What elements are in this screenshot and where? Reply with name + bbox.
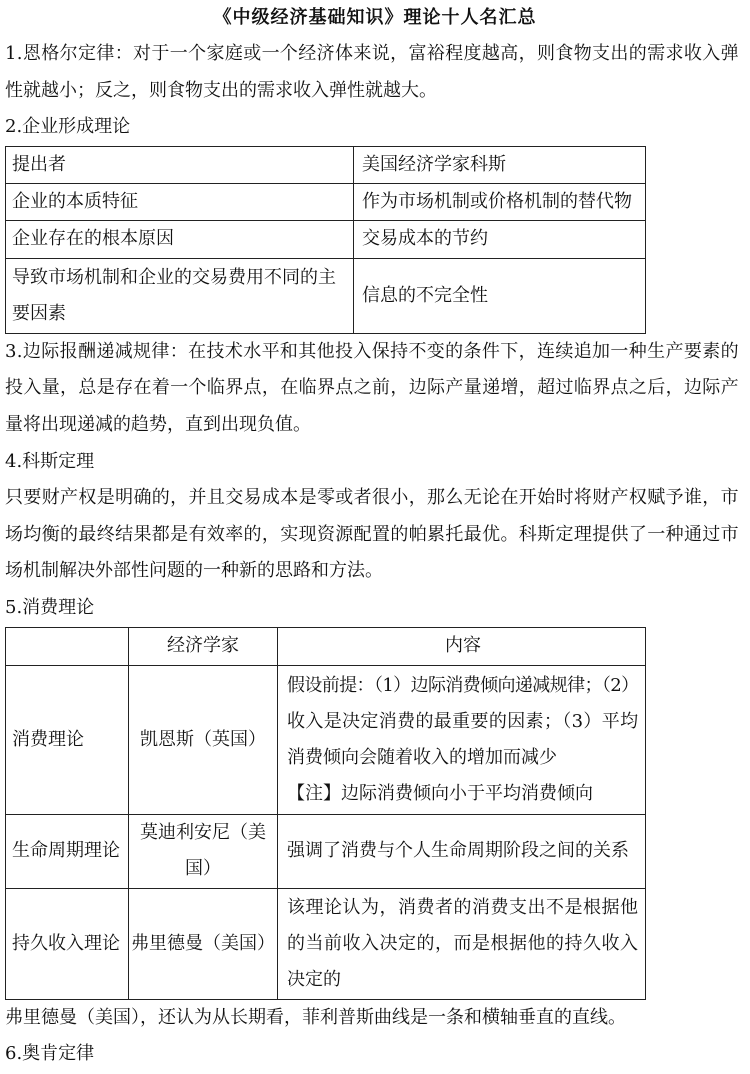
cell-text: 的当前收入决定的，而是根据他的持久收入	[287, 932, 639, 954]
section-heading-okun-law: 6.奥肯定律	[5, 1043, 95, 1065]
section-heading-consumption-theory: 5.消费理论	[5, 596, 95, 618]
paragraph-line: 性就越小；反之，则食物支出的需求收入弹性就越大。	[5, 79, 437, 101]
content-cell	[278, 889, 646, 1000]
content-cell	[278, 666, 646, 815]
row-value-cell	[354, 259, 646, 334]
cell-text: 莫迪利安尼（美	[140, 822, 266, 844]
cell-text: 持久收入理论	[12, 932, 120, 954]
diminishing-returns-paragraph	[5, 334, 740, 444]
content-cell	[278, 815, 646, 889]
consumption-theory-table	[5, 627, 646, 1000]
table-row	[6, 221, 646, 259]
table-row	[6, 259, 646, 334]
cell-text: 收入是决定消费的最重要的因素；（3）平均	[287, 710, 639, 732]
cell-text: 内容	[445, 635, 481, 657]
paragraph-line: 弗里德曼（美国），还认为从长期看，菲利普斯曲线是一条和横轴垂直的直线。	[5, 1006, 626, 1028]
header-cell-content	[278, 628, 646, 666]
coase-theorem-section	[5, 444, 740, 590]
cell-text: 要因素	[12, 302, 66, 324]
paragraph-line: 1.恩格尔定律：对于一个家庭或一个经济体来说，富裕程度越高，则食物支出的需求收入弹	[5, 43, 739, 64]
row-label-cell	[6, 184, 354, 221]
cell-text: 美国经济学家科斯	[362, 153, 506, 175]
economist-cell	[129, 815, 278, 889]
cell-text: 【注】边际消费倾向小于平均消费倾向	[287, 782, 593, 804]
cell-text: 国）	[185, 858, 221, 880]
row-value-cell	[354, 184, 646, 221]
firm-theory-table	[5, 146, 646, 334]
cell-text: 作为市场机制或价格机制的替代物	[362, 190, 632, 212]
cell-text: 凯恩斯（英国）	[140, 728, 266, 750]
okun-law-section	[5, 1036, 740, 1073]
document-title: 《中级经济基础知识》理论十人名汇总	[213, 7, 537, 28]
cell-text: 生命周期理论	[12, 840, 120, 862]
table-row	[6, 147, 646, 184]
paragraph-line: 量将出现递减的趋势，直到出现负值。	[5, 413, 311, 435]
header-cell-economist	[129, 628, 278, 666]
table-row	[6, 666, 646, 815]
table-row	[6, 815, 646, 889]
paragraph-line: 只要财产权是明确的，并且交易成本是零或者很小，那么无论在开始时将财产权赋予谁，市	[5, 487, 739, 509]
cell-text: 经济学家	[167, 635, 239, 657]
cell-text: 消费倾向会随着收入的增加而减少	[287, 746, 557, 768]
table-row	[6, 889, 646, 1000]
cell-text: 信息的不完全性	[362, 284, 488, 306]
economist-cell	[129, 889, 278, 1000]
cell-text: 消费理论	[12, 728, 84, 750]
cell-text: 企业存在的根本原因	[12, 228, 174, 250]
paragraph-line: 场均衡的最终结果都是有效率的，实现资源配置的帕累托最优。科斯定理提供了一种通过市	[5, 523, 739, 545]
cell-text: 该理论认为，消费者的消费支出不是根据他	[287, 896, 639, 918]
cell-text: 企业的本质特征	[12, 190, 138, 212]
consumption-theory-section	[5, 590, 740, 627]
row-label-cell	[6, 259, 354, 334]
cell-text: 强调了消费与个人生命周期阶段之间的关系	[287, 840, 629, 862]
engel-law-paragraph	[5, 36, 740, 109]
economist-cell	[129, 666, 278, 815]
row-label-cell	[6, 221, 354, 259]
table-header-row	[6, 628, 646, 666]
row-value-cell	[354, 147, 646, 184]
section-heading-coase-theorem: 4.科斯定理	[5, 450, 95, 472]
theory-name-cell	[6, 815, 129, 889]
section-heading-firm-theory: 2.企业形成理论	[5, 116, 131, 138]
row-value-cell	[354, 221, 646, 259]
friedman-note-paragraph	[5, 1000, 740, 1037]
theory-name-cell	[6, 889, 129, 1000]
theory-name-cell	[6, 666, 129, 815]
cell-text: 决定的	[287, 968, 341, 990]
cell-text: 提出者	[12, 153, 66, 175]
paragraph-line: 3.边际报酬递减规律：在技术水平和其他投入保持不变的条件下，连续追加一种生产要素的	[5, 340, 739, 362]
row-label-cell	[6, 147, 354, 184]
cell-text: 交易成本的节约	[362, 228, 488, 250]
paragraph-line: 场机制解决外部性问题的一种新的思路和方法。	[5, 560, 383, 582]
cell-text: 导致市场机制和企业的交易费用不同的主	[12, 266, 336, 288]
header-cell-blank	[6, 628, 129, 666]
cell-text: 弗里德曼（美国）	[131, 932, 275, 954]
paragraph-line: 投入量，总是存在着一个临界点，在临界点之前，边际产量递增，超过临界点之后，边际产	[5, 377, 739, 399]
firm-theory-section	[5, 109, 740, 146]
cell-text: 假设前提：（1）边际消费倾向递减规律；（2）	[287, 674, 639, 696]
table-row	[6, 184, 646, 221]
